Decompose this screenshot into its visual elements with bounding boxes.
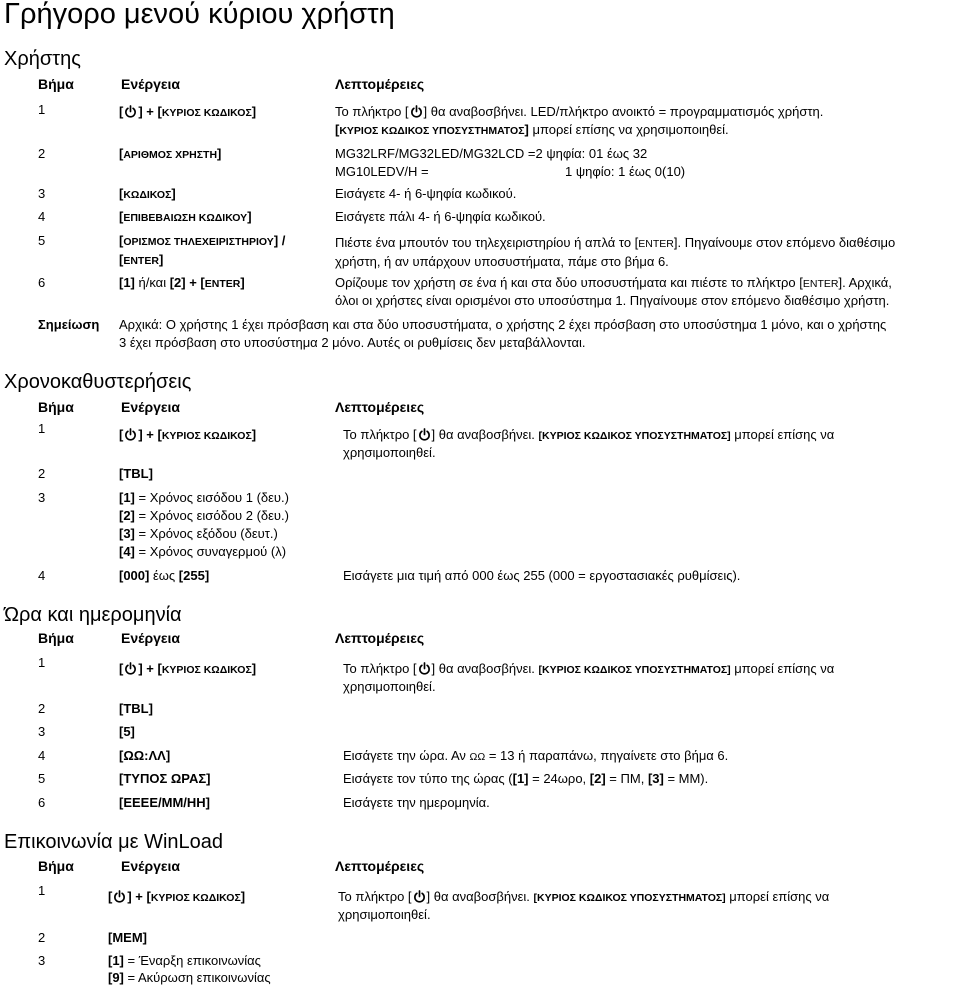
section-title-time-date: Ώρα και ημερομηνία — [4, 604, 182, 626]
header-step: Βήμα — [38, 858, 74, 874]
header-details: Λεπτομέρειες — [335, 630, 425, 646]
step-detail: Το πλήκτρο [ ] θα αναβοσβήνει. LED/πλήκτρο ανοικτό = προγραμματισμός χρήστη. — [335, 104, 824, 119]
step-action: [ ] + [ΚΥΡΙΟΣ ΚΩΔΙΚΟΣ] — [119, 661, 257, 676]
page-title: Γρήγορο μενού κύριου χρήστη — [4, 0, 395, 30]
header-details: Λεπτομέρειες — [335, 858, 425, 874]
step-action: [ENTER] — [119, 252, 164, 267]
header-action: Ενέργεια — [121, 76, 181, 92]
power-icon — [410, 105, 423, 118]
power-icon — [124, 662, 137, 675]
note-label: Σημείωση — [38, 317, 100, 332]
power-icon — [418, 428, 431, 441]
header-step: Βήμα — [38, 76, 74, 92]
step-detail: χρησιμοποιηθεί. — [343, 445, 436, 460]
step-number: 1 — [38, 655, 46, 670]
step-action: [ΕΠΙΒΕΒΑΙΩΣΗ ΚΩΔΙΚΟΥ] — [119, 209, 252, 224]
step-detail: Ορίζουμε τον χρήστη σε ένα ή και στα δύο υποσυστήματα και πιέστε το πλήκτρο [ENTER]. Αρχικά, — [335, 275, 892, 290]
header-step: Βήμα — [38, 630, 74, 646]
step-detail: χρήστη, ή αν υπάρχουν υποσυστήματα, πάμε στο βήμα 6. — [335, 254, 669, 269]
step-action: [3] = Χρόνος εξόδου (δευτ.) — [119, 526, 278, 541]
step-number: 2 — [38, 701, 46, 716]
power-icon — [113, 890, 126, 903]
section-title-user: Χρήστης — [4, 48, 81, 70]
step-number: 3 — [38, 490, 46, 505]
header-details: Λεπτομέρειες — [335, 76, 425, 92]
step-detail: Εισάγετε τον τύπο της ώρας ([1] = 24ωρο, [2] = ΠΜ, [3] = ΜΜ). — [343, 771, 709, 786]
step-detail: Εισάγετε πάλι 4- ή 6-ψηφία κωδικού. — [335, 209, 546, 224]
step-detail: χρησιμοποιηθεί. — [338, 907, 431, 922]
step-detail: όλοι οι χρήστες είναι ορισμένοι στο υποσύστημα 1. Πηγαίνουμε στον επόμενο διαθέσιμο χρήστη. — [335, 293, 890, 308]
note-text: 3 έχει πρόσβαση στο υποσύστημα 2 μόνο. Αυτές οι ρυθμίσεις δεν μεταβάλλονται. — [119, 335, 586, 350]
note-text: Αρχικά: Ο χρήστης 1 έχει πρόσβαση και στα δύο υποσυστήματα, ο χρήστης 2 έχει πρόσβαση στο υποσύστημα 1 μόνο, και ο χρήστης — [119, 317, 887, 332]
step-action: [ΩΩ:ΛΛ] — [119, 748, 171, 763]
step-action: [ΟΡΙΣΜΟΣ ΤΗΛΕΧΕΙΡΙΣΤΗΡΙΟΥ] / — [119, 233, 286, 248]
step-number: 4 — [38, 568, 46, 583]
step-action: [5] — [119, 724, 135, 739]
step-detail: Το πλήκτρο [ ] θα αναβοσβήνει. [ΚΥΡΙΟΣ ΚΩΔΙΚΟΣ ΥΠΟΣΥΣΤΗΜΑΤΟΣ] μπορεί επίσης να — [338, 889, 830, 904]
step-action: [1] ή/και [2] + [ENTER] — [119, 275, 245, 290]
step-detail: Εισάγετε την ημερομηνία. — [343, 795, 490, 810]
header-action: Ενέργεια — [121, 858, 181, 874]
step-action: [ΚΩΔΙΚΟΣ] — [119, 186, 176, 201]
step-detail: 1 ψηφίο: 1 έως 0(10) — [565, 164, 686, 179]
step-action: [MEM] — [108, 930, 147, 945]
step-number: 2 — [38, 930, 46, 945]
step-action: [ ] + [ΚΥΡΙΟΣ ΚΩΔΙΚΟΣ] — [119, 427, 257, 442]
step-action: [4] = Χρόνος συναγερμού (λ) — [119, 544, 287, 559]
step-action: [ΕΕΕΕ/ΜΜ/ΗΗ] — [119, 795, 210, 810]
step-number: 4 — [38, 748, 46, 763]
step-action: [ ] + [ΚΥΡΙΟΣ ΚΩΔΙΚΟΣ] — [108, 889, 246, 904]
power-icon — [124, 428, 137, 441]
step-detail: Εισάγετε 4- ή 6-ψηφία κωδικού. — [335, 186, 517, 201]
step-action: [TBL] — [119, 466, 153, 481]
step-detail: MG32LRF/MG32LED/MG32LCD =2 ψηφία: 01 έως 32 — [335, 146, 648, 161]
step-number: 2 — [38, 146, 46, 161]
step-number: 6 — [38, 795, 46, 810]
step-number: 6 — [38, 275, 46, 290]
step-action: [000] έως [255] — [119, 568, 210, 583]
step-number: 1 — [38, 883, 46, 898]
step-number: 2 — [38, 466, 46, 481]
header-details: Λεπτομέρειες — [335, 399, 425, 415]
step-detail: Εισάγετε την ώρα. Αν ΩΩ = 13 ή παραπάνω, πηγαίνετε στο βήμα 6. — [343, 748, 729, 763]
step-action: [ΤΥΠΟΣ ΩΡΑΣ] — [119, 771, 211, 786]
step-number: 1 — [38, 102, 46, 117]
step-detail: χρησιμοποιηθεί. — [343, 679, 436, 694]
step-action: [2] = Χρόνος εισόδου 2 (δευ.) — [119, 508, 289, 523]
step-action: [1] = Χρόνος εισόδου 1 (δευ.) — [119, 490, 289, 505]
step-action: [TBL] — [119, 701, 153, 716]
header-action: Ενέργεια — [121, 399, 181, 415]
step-detail: [ΚΥΡΙΟΣ ΚΩΔΙΚΟΣ ΥΠΟΣΥΣΤΗΜΑΤΟΣ] μπορεί επίσης να χρησιμοποιηθεί. — [335, 122, 729, 137]
step-detail: Το πλήκτρο [ ] θα αναβοσβήνει. [ΚΥΡΙΟΣ ΚΩΔΙΚΟΣ ΥΠΟΣΥΣΤΗΜΑΤΟΣ] μπορεί επίσης να — [343, 427, 835, 442]
step-number: 3 — [38, 953, 46, 968]
step-detail: Εισάγετε μια τιμή από 000 έως 255 (000 = εργοστασιακές ρυθμίσεις). — [343, 568, 741, 583]
step-number: 4 — [38, 209, 46, 224]
step-number: 5 — [38, 233, 46, 248]
step-action: [1] = Έναρξη επικοινωνίας — [108, 953, 261, 968]
section-title-delays: Χρονοκαθυστερήσεις — [4, 371, 192, 393]
step-detail: MG10LEDV/H = — [335, 164, 429, 179]
step-action: [ΑΡΙΘΜΟΣ ΧΡΗΣΤΗ] — [119, 146, 222, 161]
step-action: [ ] + [ΚΥΡΙΟΣ ΚΩΔΙΚΟΣ] — [119, 104, 257, 119]
step-number: 5 — [38, 771, 46, 786]
header-step: Βήμα — [38, 399, 74, 415]
step-number: 3 — [38, 186, 46, 201]
power-icon — [413, 890, 426, 903]
step-number: 3 — [38, 724, 46, 739]
step-detail: Το πλήκτρο [ ] θα αναβοσβήνει. [ΚΥΡΙΟΣ ΚΩΔΙΚΟΣ ΥΠΟΣΥΣΤΗΜΑΤΟΣ] μπορεί επίσης να — [343, 661, 835, 676]
header-action: Ενέργεια — [121, 630, 181, 646]
power-icon — [124, 105, 137, 118]
step-action: [9] = Ακύρωση επικοινωνίας — [108, 970, 271, 985]
step-number: 1 — [38, 421, 46, 436]
section-title-winload: Επικοινωνία με WinLoad — [4, 831, 224, 853]
step-detail: Πιέστε ένα μπουτόν του τηλεχειριστηρίου ή απλά το [ENTER]. Πηγαίνουμε στον επόμενο διαθέσιμο — [335, 235, 896, 250]
power-icon — [418, 662, 431, 675]
